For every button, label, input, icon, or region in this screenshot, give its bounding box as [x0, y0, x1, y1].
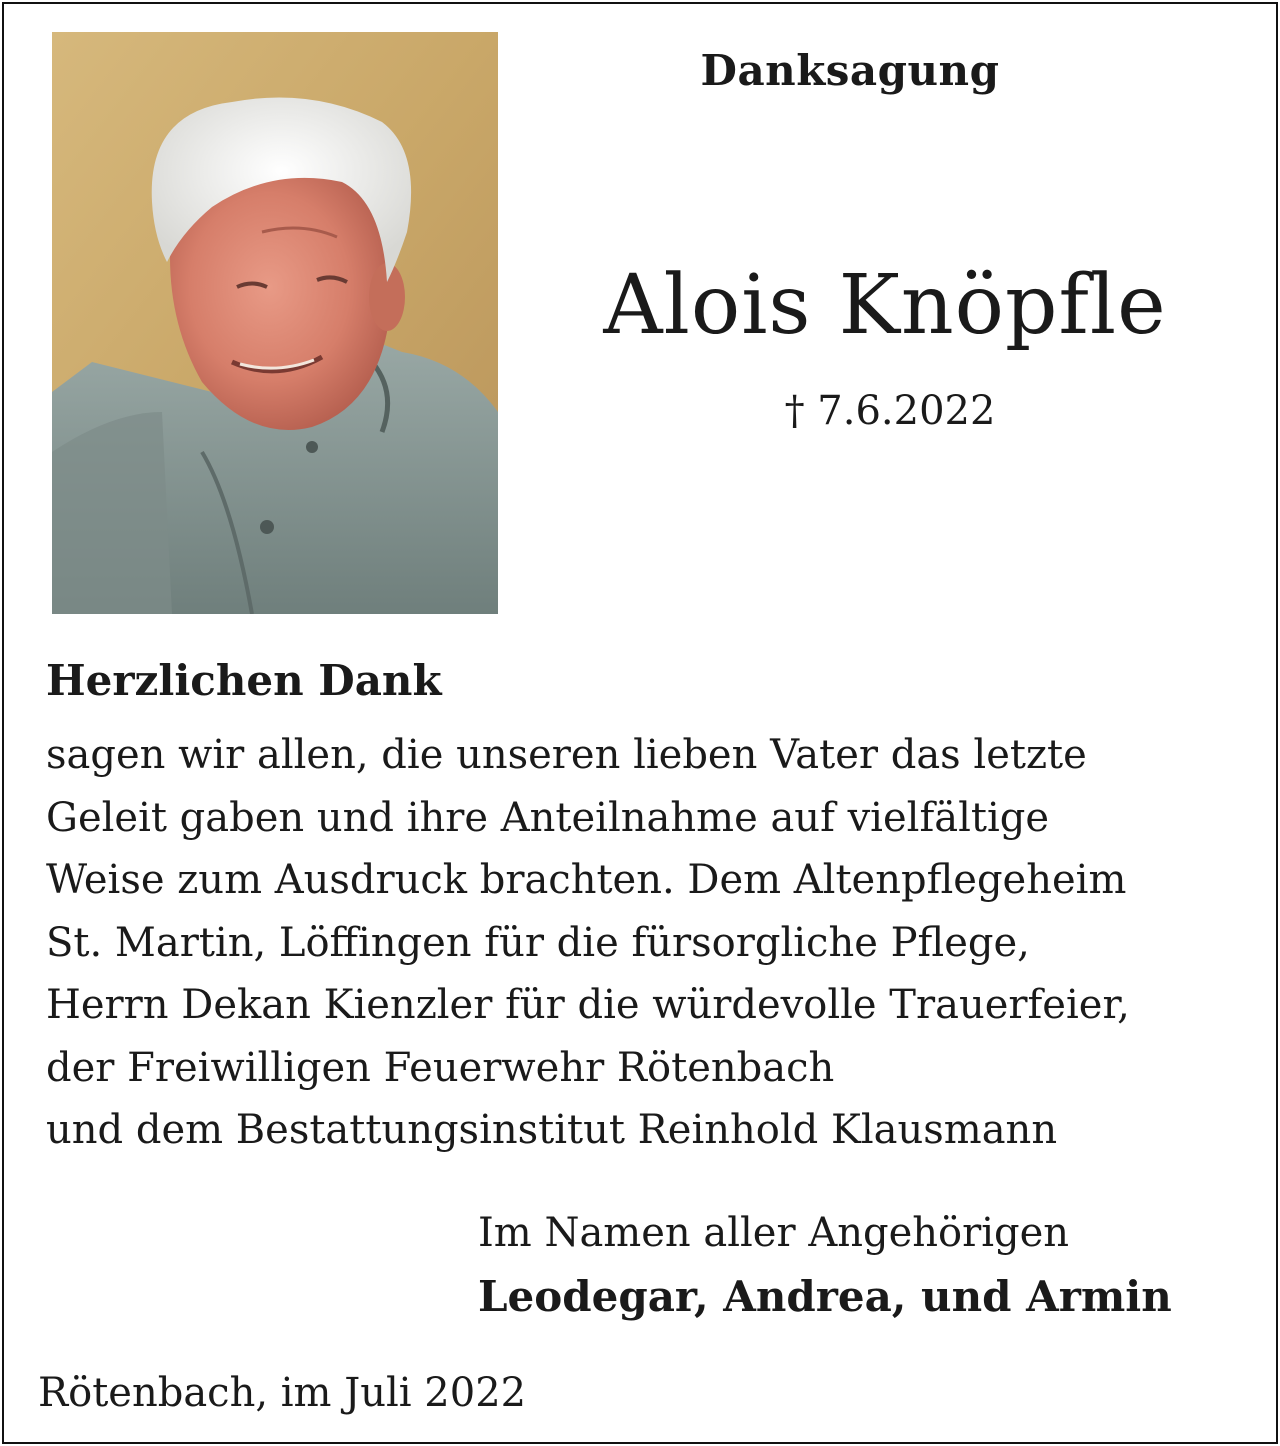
thanks-line: der Freiwilligen Feuerwehr Rötenbach: [46, 1044, 835, 1091]
thanks-line: Weise zum Ausdruck brachten. Dem Altenpflegeheim: [46, 857, 1127, 903]
thanks-line: Geleit gaben und ihre Anteilnahme auf vielfältige: [46, 794, 1050, 841]
notice-heading: Danksagung: [700, 46, 1000, 95]
deceased-name: Alois Knöpfle: [603, 258, 1167, 353]
thanks-line: Herrn Dekan Kienzler für die würdevolle Trauerfeier,: [46, 982, 1130, 1028]
thanks-line: sagen wir allen, die unseren lieben Vater das letzte: [46, 732, 1087, 778]
place-date: Rötenbach, im Juli 2022: [38, 1370, 527, 1416]
portrait-photo: [52, 32, 498, 614]
signature-names: Leodegar, Andrea, und Armin: [478, 1272, 1172, 1321]
thanks-line: St. Martin, Löffingen für die fürsorgliche Pflege,: [46, 919, 1030, 966]
thanks-line: und dem Bestattungsinstitut Reinhold Klausmann: [46, 1107, 1058, 1153]
thanks-title: Herzlichen Dank: [46, 656, 442, 705]
death-date: † 7.6.2022: [784, 388, 996, 434]
thanks-body: [46, 724, 1256, 1162]
signature-intro: Im Namen aller Angehörigen: [478, 1210, 1070, 1256]
